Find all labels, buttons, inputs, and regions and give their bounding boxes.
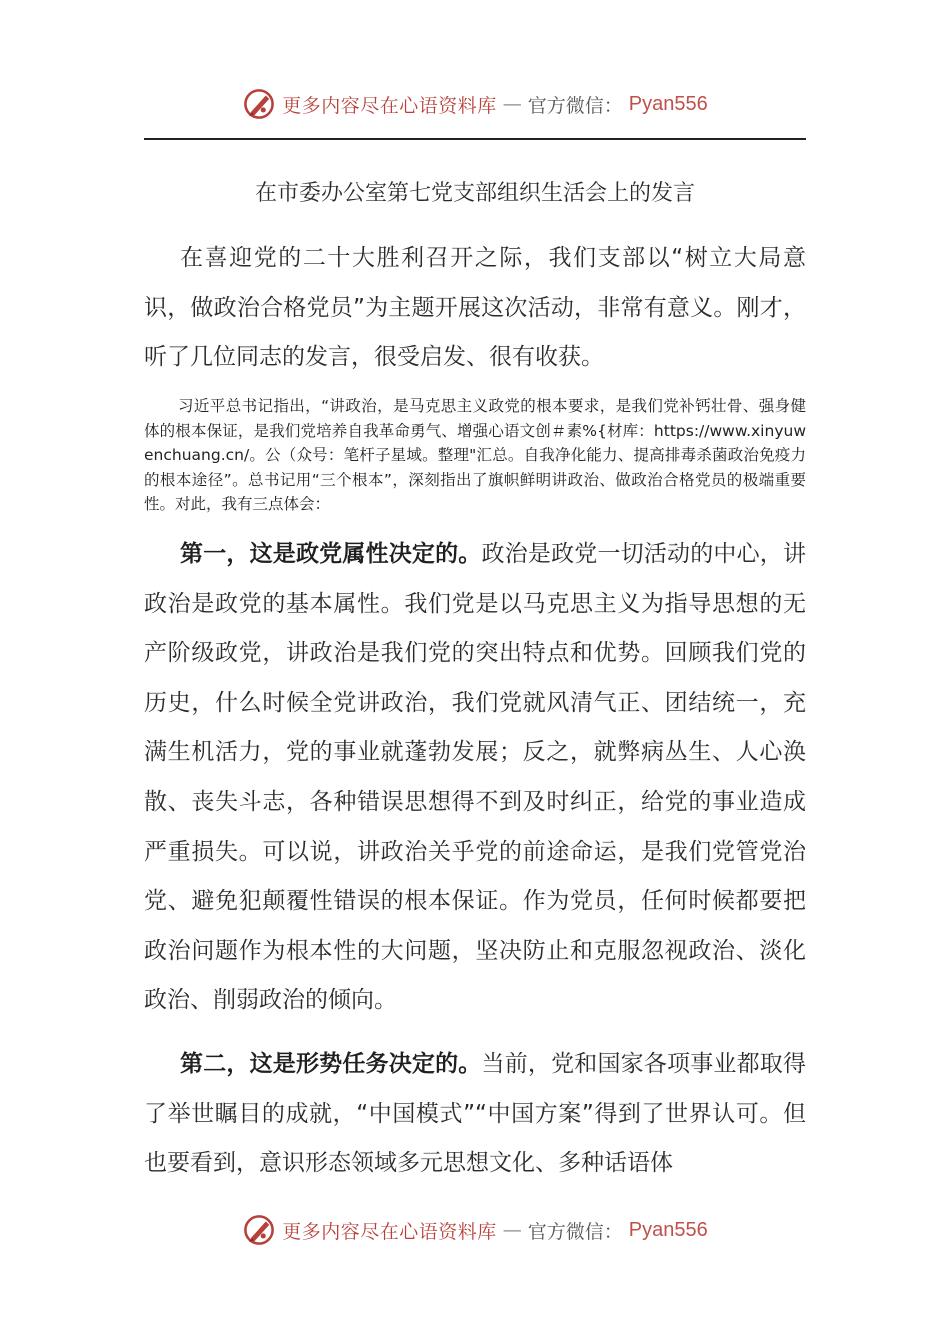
- banner-slogan: 更多内容尽在心语资料库: [282, 94, 497, 117]
- intro-paragraph: 在喜迎党的二十大胜利召开之际，我们支部以“树立大局意识，做政治合格党员”为主题开展这次活动，非常有意义。刚才，听了几位同志的发言，很受启发、很有收获。: [144, 245, 806, 371]
- banner-wechat-id: Pyan556: [628, 92, 708, 115]
- point-two-lead: 第二，这是形势任务决定的。: [180, 1051, 482, 1077]
- banner-separator: —: [502, 1219, 522, 1241]
- header-banner: [0, 84, 950, 124]
- quote-paragraph: 习近平总书记指出，“讲政治，是马克思主义政党的根本要求，是我们党补钙壮骨、强身健体的根本保证，是我们党培养自我革命勇气、增强心语文创＃素%{材库：https://www.xinyuwenchuang.cn/。公（众号：笔杆子星域。整理"汇总。自我净化能力、提高排毒杀菌政治免疫力的根本途径”。总书记用“三个根本”，深刻指出了旗帜鲜明讲政治、做政治合格党员的极端重要性。对此，我有三点体会：: [144, 397, 806, 513]
- point-one-lead: 第一，这是政党属性决定的。: [180, 541, 482, 567]
- banner-wechat-label: 官方微信：: [527, 94, 623, 117]
- point-one-paragraph: [144, 530, 806, 1026]
- pen-seal-icon: [242, 1213, 276, 1247]
- banner-separator: —: [502, 93, 522, 115]
- footer-banner: [0, 1210, 950, 1250]
- point-one-body: 政治是政党一切活动的中心，讲政治是政党的基本属性。我们党是以马克思主义为指导思想的无产阶级政党，讲政治是我们党的突出特点和优势。回顾我们党的历史，什么时候全党讲政治，我们党就风清气正、团结统一，充满生机活力，党的事业就蓬勃发展；反之，就弊病丛生、人心涣散、丧失斗志，各种错误思想得不到及时纠正，给党的事业造成严重损失。可以说，讲政治关乎党的前途命运，是我们党管党治党、避免犯颠覆性错误的根本保证。作为党员，任何时候都要把政治问题作为根本性的大问题，坚决防止和克服忽视政治、淡化政治、削弱政治的倾向。: [144, 541, 806, 1014]
- point-two-paragraph: [144, 1040, 806, 1189]
- pen-seal-icon: [242, 87, 276, 121]
- banner-wechat-id: Pyan556: [628, 1218, 708, 1241]
- point-two-body: 当前，党和国家各项事业都取得了举世瞩目的成就，“中国模式”“中国方案”得到了世界认可。但也要看到，意识形态领域多元思想文化、多种话语体: [144, 1051, 806, 1177]
- document-title: 在市委办公室第七党支部组织生活会上的发言: [254, 181, 695, 206]
- banner-slogan: 更多内容尽在心语资料库: [282, 1220, 497, 1243]
- banner-wechat-label: 官方微信：: [527, 1220, 623, 1243]
- header-divider: [144, 138, 806, 140]
